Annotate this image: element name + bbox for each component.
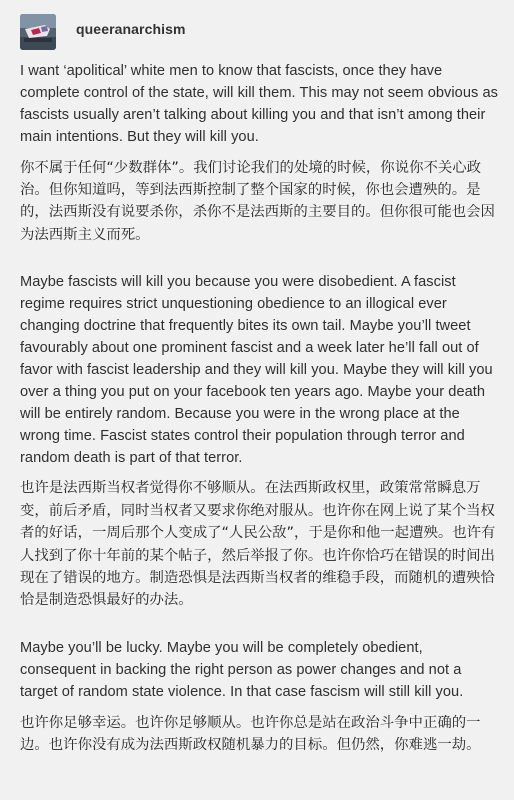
paragraph-1-chinese: 你不属于任何“少数群体”。我们讨论我们的处境的时候，你说你不关心政治。但你知道吗，等到法西斯控制了整个国家的时候，你也会遭殃的。是的，法西斯没有说要杀你，杀你不是法西斯的主要目的。但你很可能也会因为法西斯主义而死。 xyxy=(20,159,495,243)
paragraph-2-english: Maybe fascists will kill you because you were disobedient. A fascist regime requires strict unquestioning obedience to an illogical ever changing doctrine that frequently bites its own tail. Maybe you’ll tweet favourably about one prominent fascist and a week later he’ll fall out of favor with fascist leadership and they will kill you. Maybe they will kill you over a thing you put on your facebook ten years ago. Maybe your death will be entirely random. Because you were in the wrong place at the wrong time. Fascist states control their population through terror and random death is part of that terror. xyxy=(20,274,493,466)
post-username[interactable]: queeranarchism xyxy=(76,21,186,37)
paragraph-2-chinese: 也许是法西斯当权者觉得你不够顺从。在法西斯政权里，政策常常瞬息万变，前后矛盾，同时当权者又要求你绝对服从。也许你在网上说了某个当权者的好话，一周后那个人变成了“人民公敌”，于是你和他一起遭殃。也许有人找到了你十年前的某个帖子，然后举报了你。也许你恰巧在错误的时间出现在了错误的地方。制造恐惧是法西斯当权者的维稳手段，而随机的遭殃恰恰是制造恐惧最好的办法。 xyxy=(20,480,496,609)
post-body xyxy=(20,61,502,756)
avatar[interactable] xyxy=(20,14,56,50)
avatar-image-icon xyxy=(20,14,56,50)
post-header xyxy=(20,14,186,50)
paragraph-1-english: I want ‘apolitical’ white men to know that fascists, once they have complete control of the state, will kill them. This may not seem obvious as fascists usually aren’t talking about killing you and that isn’t among their main intentions. But they will kill you. xyxy=(20,63,498,145)
paragraph-3-chinese: 也许你足够幸运。也许你足够顺从。也许你总是站在政治斗争中正确的一边。也许你没有成为法西斯政权随机暴力的目标。但仍然，你难逃一劫。 xyxy=(20,714,481,753)
paragraph-3-english: Maybe you’ll be lucky. Maybe you will be completely obedient, consequent in backing the right person as power changes and not a target of random state violence. In that case fascism will still kill you. xyxy=(20,639,464,700)
